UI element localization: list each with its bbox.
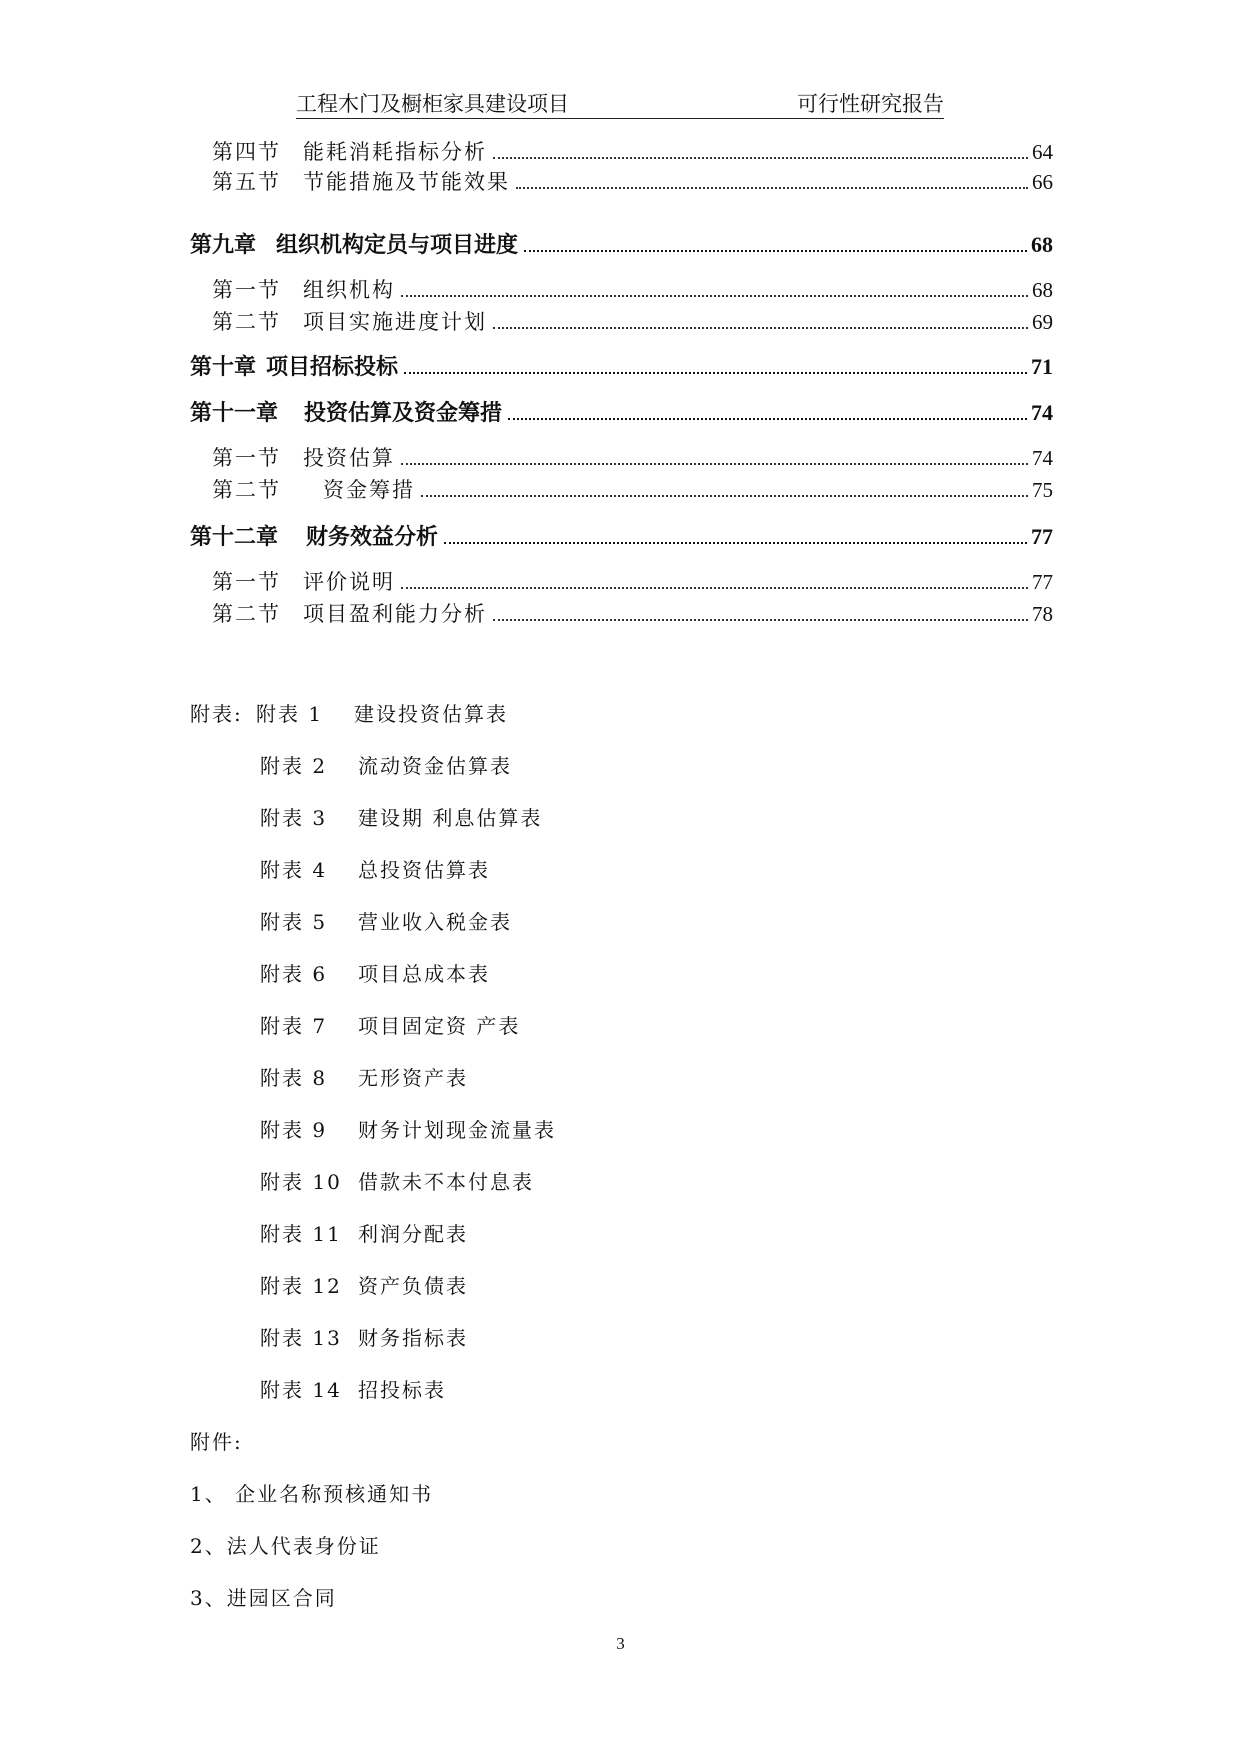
header-report-type: 可行性研究报告 [797,92,944,116]
appendix-table-item [260,854,490,883]
toc-page: 74 [1032,446,1053,470]
appendix-table-num: 附表 10 [260,1170,342,1194]
appendix-table-item [260,1166,534,1195]
appendix-table-num: 附表 12 [260,1274,342,1298]
appendix-table-num: 附表 1 [256,702,324,726]
dot-leader [444,541,1027,544]
dot-leader [508,417,1027,420]
toc-title: 财务效益分析 [306,524,439,550]
appendix-table-num: 附表 9 [260,1118,328,1142]
page-number: 3 [616,1634,625,1653]
appendix-table-item [260,802,542,831]
toc-page: 64 [1032,140,1053,164]
toc-entry[interactable] [0,566,1241,596]
toc-page: 66 [1032,170,1053,194]
toc-page: 77 [1031,524,1053,549]
appendix-table-num: 附表 2 [260,754,328,778]
appendix-table-num: 附表 3 [260,806,328,830]
toc-label: 第二节 [212,310,281,334]
dot-leader [516,186,1028,189]
toc-label: 第十二章 [190,524,279,550]
appendix-table-num: 附表 7 [260,1014,328,1038]
toc-title: 组织机构 [303,278,395,302]
dot-leader [524,249,1027,252]
appendix-table-item [256,698,508,727]
toc-title: 项目实施进度计划 [303,310,487,334]
toc-title: 评价说明 [303,570,395,594]
toc-label: 第一节 [212,278,281,302]
toc-label: 第十章 [190,354,257,380]
appendix-table-title: 借款未不本付息表 [358,1170,534,1194]
header-project-title: 工程木门及橱柜家具建设项目 [296,92,569,116]
appendix-table-num: 附表 8 [260,1066,328,1090]
toc-entry[interactable] [0,306,1241,336]
toc-title: 投资估算 [303,446,395,470]
appendix-table-title: 项目总成本表 [358,962,490,986]
dot-leader [401,294,1028,297]
toc-entry[interactable] [0,166,1241,196]
appendix-table-num: 附表 11 [260,1222,342,1246]
page-header [296,86,944,119]
appendix-table-item [260,1270,468,1299]
appendix-table-item [260,1322,468,1351]
toc-label: 第五节 [212,170,281,194]
attachment-item: 3、进园区合同 [190,1586,337,1610]
toc-chapter[interactable] [0,228,1241,259]
toc-title: 节能措施及节能效果 [303,170,510,194]
toc-title: 项目招标投标 [266,354,399,380]
appendix-table-item [260,958,490,987]
appendix-table-item [260,1218,468,1247]
toc-title: 投资估算及资金筹措 [304,400,503,426]
toc-page: 75 [1032,478,1053,502]
toc-page: 68 [1031,232,1053,257]
toc-page: 77 [1032,570,1053,594]
toc-entry[interactable] [0,442,1241,472]
appendix-table-title: 项目固定资 产表 [358,1014,521,1038]
appendix-table-title: 无形资产表 [358,1066,468,1090]
appendix-table-item [260,1010,520,1039]
toc-title: 组织机构定员与项目进度 [276,232,519,258]
toc-title: 资金筹措 [323,478,415,502]
toc-chapter[interactable] [0,396,1241,427]
toc-label: 第九章 [190,232,257,258]
toc-label: 第一节 [212,570,281,594]
appendix-table-num: 附表 14 [260,1378,342,1402]
dot-leader [493,326,1028,329]
appendix-table-title: 财务指标表 [358,1326,468,1350]
dot-leader [421,494,1028,497]
toc-title: 项目盈利能力分析 [303,602,487,626]
appendix-table-num: 附表 6 [260,962,328,986]
toc-entry[interactable] [0,136,1241,166]
toc-label: 第十一章 [190,400,279,426]
appendix-table-item [260,750,512,779]
toc-label: 第二节 [212,602,281,626]
toc-label: 第四节 [212,140,281,164]
appendix-table-title: 招投标表 [358,1378,446,1402]
appendix-table-item [260,1374,446,1403]
toc-entry[interactable] [0,474,1241,504]
toc-label: 第一节 [212,446,281,470]
appendix-table-item [260,1062,468,1091]
appendix-table-item [260,906,512,935]
appendix-table-title: 流动资金估算表 [358,754,512,778]
appendix-table-num: 附表 5 [260,910,328,934]
appendix-prefix: 附表: [190,702,243,726]
toc-title: 能耗消耗指标分析 [303,140,487,164]
toc-chapter[interactable] [0,520,1241,551]
appendix-table-title: 利润分配表 [358,1222,468,1246]
toc-page: 71 [1031,354,1053,379]
attachment-item: 2、法人代表身份证 [190,1534,381,1558]
appendix-table-title: 建设投资估算表 [354,702,508,726]
toc-entry[interactable] [0,598,1241,628]
toc-page: 69 [1032,310,1053,334]
appendix-table-title: 建设期 利息估算表 [358,806,543,830]
dot-leader [404,371,1027,374]
appendix-table-item [260,1114,556,1143]
toc-chapter[interactable] [0,350,1241,381]
toc-page: 78 [1032,602,1053,626]
dot-leader [493,618,1028,621]
toc-label: 第二节 [212,478,281,502]
appendix-table-title: 资产负债表 [358,1274,468,1298]
appendix-table-title: 营业收入税金表 [358,910,512,934]
appendix-table-title: 总投资估算表 [358,858,490,882]
toc-entry[interactable] [0,274,1241,304]
attachment-item: 1、 企业名称预核通知书 [190,1482,434,1506]
toc-page: 74 [1031,400,1053,425]
attachments-label: 附件: [190,1430,243,1454]
dot-leader [401,586,1028,589]
appendix-table-num: 附表 4 [260,858,328,882]
appendix-table-num: 附表 13 [260,1326,342,1350]
toc-page: 68 [1032,278,1053,302]
dot-leader [493,156,1028,159]
appendix-table-title: 财务计划现金流量表 [358,1118,556,1142]
dot-leader [401,462,1028,465]
